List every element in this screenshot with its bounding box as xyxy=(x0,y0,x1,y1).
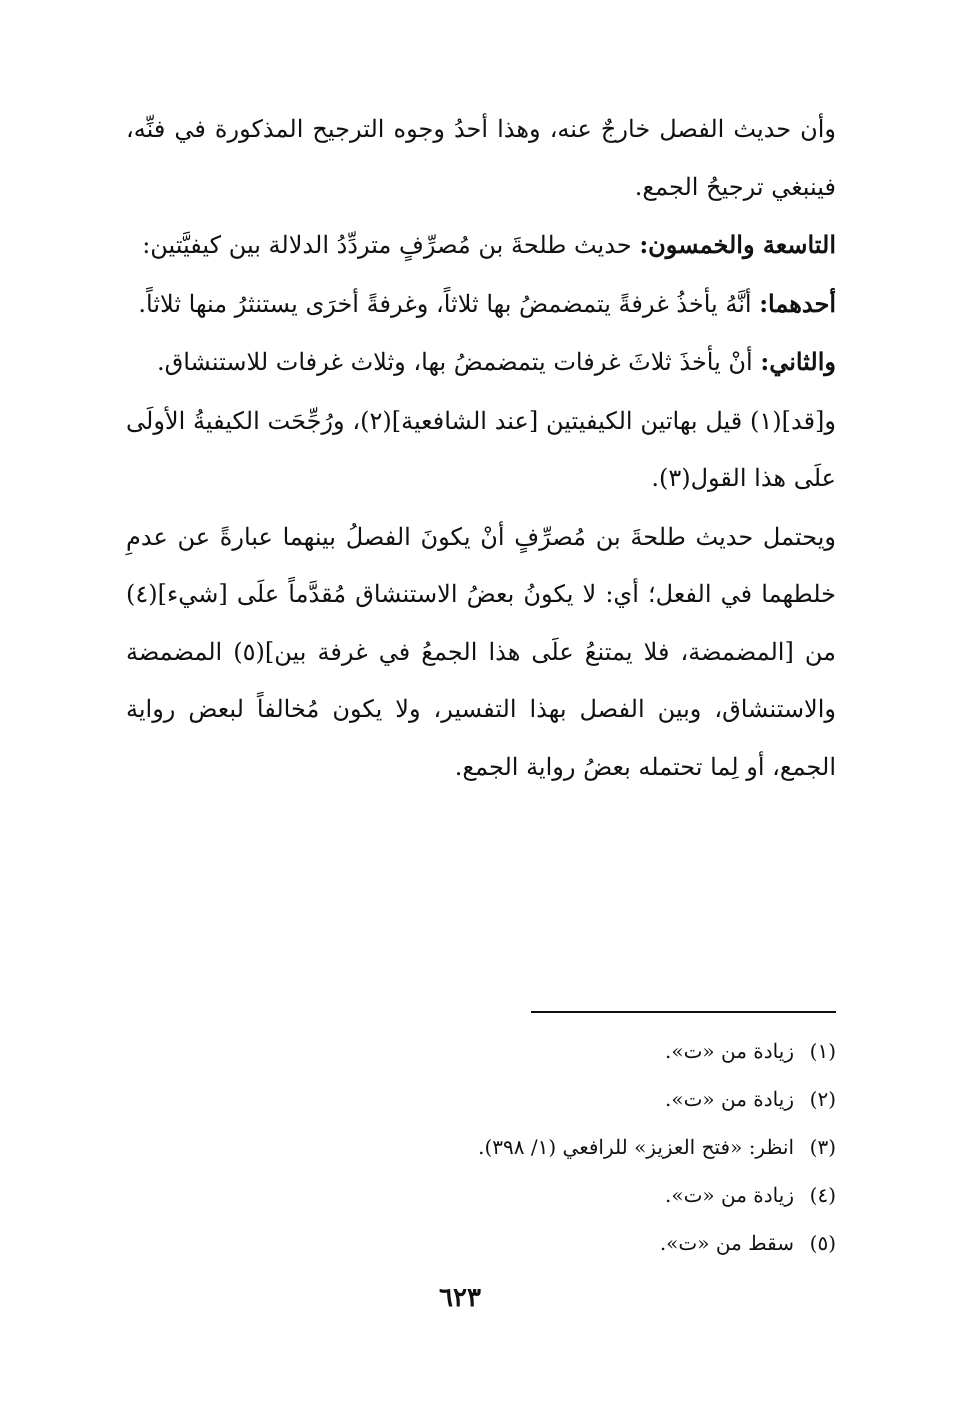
footnote-2-number: (٢) xyxy=(809,1087,836,1111)
footnote-3 xyxy=(300,1123,836,1171)
footnote-1-number: (١) xyxy=(809,1039,836,1063)
paragraph-6-text: ويحتمل حديث طلحةَ بن مُصرِّفٍ أنْ يكونَ الفصلُ بينهما عبارةً عن عدمِ خلطهما في الفعل؛ أي: لا يكونُ بعضُ الاستنشاق مُقدَّماً علَى [شيء](٤) من [المضمضة، فلا يمتنعُ علَى هذا الجمعُ في غرفة بين](٥) المضمضة والاستنشاق، وبين الفصل بهذا التفسير، ولا يكون مُخالفاً لبعض رواية الجمع، أو لِما تحتمله بعضُ رواية الجمع. xyxy=(126,522,837,781)
paragraph-2 xyxy=(126,216,836,275)
footnote-3-text: انظر: «فتح العزيز» للرافعي (١/ ٣٩٨). xyxy=(478,1135,794,1159)
paragraph-3 xyxy=(126,275,836,334)
paragraph-2-lead: التاسعة والخمسون: xyxy=(639,230,836,259)
paragraph-3-text: أنَّهُ يأخذُ غرفةً يتمضمضُ بها ثلاثاً، وغرفةً أخرَى يستنثرُ منها ثلاثاً. xyxy=(138,289,760,318)
footnote-5-number: (٥) xyxy=(809,1231,836,1255)
footnote-4 xyxy=(300,1171,836,1219)
paragraph-4 xyxy=(126,333,836,392)
page-number: ٦٢٣ xyxy=(439,1283,481,1313)
footnote-5-text: سقط من «ت». xyxy=(659,1231,794,1255)
paragraph-4-text: أنْ يأخذَ ثلاثَ غرفات يتمضمضُ بها، وثلاث غرفات للاستنشاق. xyxy=(156,348,761,376)
paragraph-1 xyxy=(126,100,836,216)
footnote-1 xyxy=(300,1027,836,1075)
paragraph-6 xyxy=(126,508,836,797)
footnote-2-text: زيادة من «ت». xyxy=(664,1087,794,1111)
paragraph-5-text: و[قد](١) قيل بهاتين الكيفيتين [عند الشافعية](٢)، ورُجِّحَت الكيفيةُ الأولَى علَى هذا القول(٣). xyxy=(126,406,836,492)
footnote-4-text: زيادة من «ت». xyxy=(664,1183,794,1207)
footnotes xyxy=(300,1027,836,1267)
paragraph-3-lead: أحدهما: xyxy=(759,288,836,318)
footnote-1-text: زيادة من «ت». xyxy=(664,1039,794,1063)
paragraph-1-text: وأن حديث الفصل خارجٌ عنه، وهذا أحدُ وجوه الترجيح المذكورة في فنِّه، فينبغي ترجيحُ الجمع. xyxy=(126,115,836,201)
paragraph-2-text: حديث طلحةَ بن مُصرِّفٍ متردِّدُ الدلالة بين كيفيَّتين: xyxy=(142,231,640,259)
footnote-2 xyxy=(300,1075,836,1123)
paragraph-4-lead: والثاني: xyxy=(760,347,836,376)
main-text xyxy=(126,100,836,796)
footnote-divider xyxy=(531,1011,836,1013)
footnote-4-number: (٤) xyxy=(809,1183,836,1207)
paragraph-5 xyxy=(126,392,836,508)
footnote-3-number: (٣) xyxy=(809,1135,836,1159)
footnote-5 xyxy=(300,1219,836,1267)
